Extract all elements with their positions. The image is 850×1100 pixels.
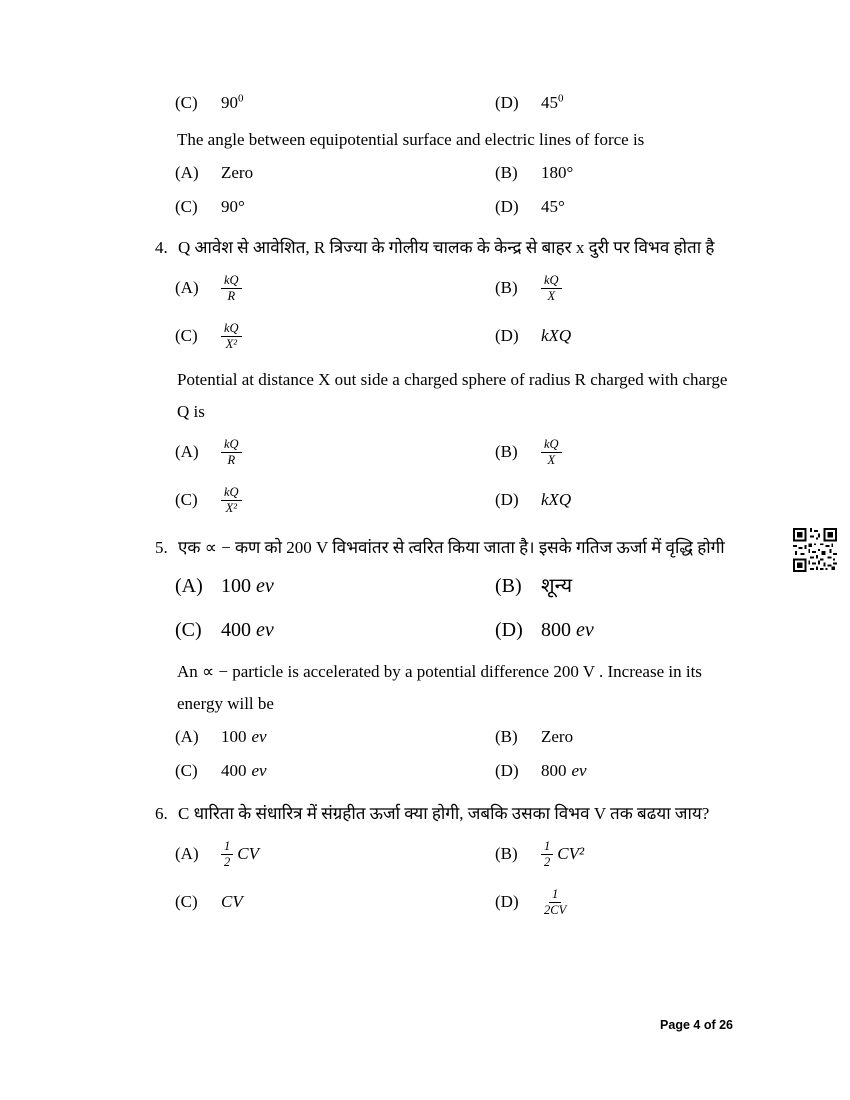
option-label: (C) [175,197,198,216]
fraction-numerator: kQ [541,273,562,289]
option-c [175,316,495,356]
fraction-value [221,437,242,468]
fraction-value [221,485,242,516]
option-unit: ev [576,619,594,641]
option-label: (C) [175,490,198,509]
option-label: (A) [175,278,199,297]
option-label: (B) [495,727,518,746]
question-5-english-options-row-1 [175,724,733,750]
question-number: 4. [155,238,168,257]
fraction-value [221,273,242,304]
option-label: (A) [175,844,199,863]
question-3-english-text: The angle between equipotential surface and electric lines of force is [177,130,645,149]
option-a [175,268,495,308]
option-b [495,160,733,186]
fraction-numerator: 1 [541,839,553,855]
option-unit: ev [256,575,274,597]
option-label: (B) [495,163,518,182]
option-suffix: CV² [557,844,585,863]
option-a [175,160,495,186]
option-unit: ev [251,761,267,780]
option-label: (D) [495,761,519,780]
fraction-value [541,273,562,304]
question-4-english-options-row-1 [175,432,733,472]
option-value: CV [221,892,243,911]
fraction-value [221,839,233,870]
question-5 [155,532,733,564]
question-4-options-row-2 [175,316,733,356]
fraction-value [541,839,553,870]
question-4-options-row-1 [175,268,733,308]
option-value: 400 [221,761,247,780]
option-value: 800 [541,761,567,780]
question-3-options-row-2 [175,194,733,220]
option-value: 800 [541,619,571,641]
option-c [175,90,495,116]
option-label: (C) [175,892,198,911]
option-superscript: 0 [558,92,564,105]
fraction-value [541,437,562,468]
fraction-denominator: X [547,288,556,303]
fraction-denominator: 2CV [544,902,567,917]
fraction-denominator: X [547,452,556,467]
option-label: (A) [175,727,199,746]
fraction-denominator: R [227,452,236,467]
question-3-tail-options [175,90,733,116]
option-superscript: 0 [238,92,244,105]
question-5-english-text: An ∝ − particle is accelerated by a potential difference 200 V . Increase in its energy will be [177,662,702,713]
option-base: 90 [221,93,238,112]
fraction-numerator: kQ [221,273,242,289]
question-5-options-row-2 [175,612,733,648]
option-d [495,758,733,784]
question-6-hindi-text: C धारिता के संधारित्र में संग्रहीत ऊर्जा क्या होगी, जबकि उसका विभव V तक बढया जाय? [178,804,710,823]
fraction-denominator: X² [225,336,237,351]
option-d [495,480,733,520]
option-label: (A) [175,163,199,182]
option-label: (D) [495,892,519,911]
fraction-value [541,887,569,918]
option-a [175,724,495,750]
question-6 [155,798,733,830]
option-c [175,194,495,220]
option-value: kXQ [541,490,572,509]
fraction-denominator: 2 [224,854,231,869]
fraction-numerator: kQ [221,321,242,337]
fraction-numerator: kQ [221,437,242,453]
option-d [495,194,733,220]
option-d [495,316,733,356]
page-number-footer: Page 4 of 26 [660,1018,733,1032]
fraction-value [221,321,242,352]
option-label: (C) [175,93,198,112]
option-label: (D) [495,326,519,345]
fraction-numerator: kQ [221,485,242,501]
option-b [495,834,733,874]
option-value: शून्य [541,575,573,597]
question-6-options-row-1 [175,834,733,874]
option-unit: ev [251,727,267,746]
option-value: 90° [221,197,245,216]
option-value: 100 [221,575,251,597]
option-d [495,882,733,922]
option-label: (A) [175,575,203,597]
question-5-english-options-row-2 [175,758,733,784]
fraction-denominator: R [227,288,236,303]
option-label: (C) [175,761,198,780]
question-6-options-row-2 [175,882,733,922]
option-label: (D) [495,93,519,112]
option-label: (B) [495,575,522,597]
option-d [495,612,733,648]
option-value: Zero [541,727,574,746]
option-c [175,480,495,520]
option-a [175,568,495,604]
question-3-options-row-1 [175,160,733,186]
option-value: kXQ [541,326,572,345]
option-b [495,268,733,308]
option-label: (B) [495,278,518,297]
option-label: (C) [175,619,202,641]
question-number: 5. [155,538,168,557]
fraction-numerator: 1 [549,887,561,903]
option-label: (B) [495,844,518,863]
option-value: Zero [221,163,254,182]
option-a [175,834,495,874]
question-4-english-options-row-2 [175,480,733,520]
option-base: 45 [541,93,558,112]
question-number: 6. [155,804,168,823]
option-value [541,90,564,116]
option-b [495,568,733,604]
question-4 [155,232,733,264]
option-unit: ev [571,761,587,780]
question-5-options-row-1 [175,568,733,604]
option-label: (D) [495,490,519,509]
option-label: (B) [495,442,518,461]
page-content [155,90,733,930]
question-4-english-text: Potential at distance X out side a charged sphere of radius R charged with charge Q is [177,370,728,421]
fraction-denominator: X² [225,500,237,515]
option-label: (C) [175,326,198,345]
option-d [495,90,733,116]
option-c [175,612,495,648]
option-value: 100 [221,727,247,746]
option-value: 45° [541,197,565,216]
option-c [175,882,495,922]
option-b [495,432,733,472]
option-suffix: CV [237,844,259,863]
fraction-numerator: 1 [221,839,233,855]
fraction-numerator: kQ [541,437,562,453]
question-5-hindi-text: एक ∝ − कण को 200 V विभवांतर से त्वरित किया जाता है। इसके गतिज ऊर्जा में वृद्धि होगी [178,538,725,557]
option-c [175,758,495,784]
option-value [221,90,244,116]
option-b [495,724,733,750]
question-4-hindi-text: Q आवेश से आवेशित, R त्रिज्या के गोलीय चालक के केन्द्र से बाहर x दुरी पर विभव होता है [178,238,715,257]
option-label: (D) [495,197,519,216]
option-unit: ev [256,619,274,641]
option-value: 180° [541,163,574,182]
option-value: 400 [221,619,251,641]
fraction-denominator: 2 [544,854,551,869]
qr-code-icon [793,527,837,573]
option-label: (D) [495,619,523,641]
option-a [175,432,495,472]
option-label: (A) [175,442,199,461]
